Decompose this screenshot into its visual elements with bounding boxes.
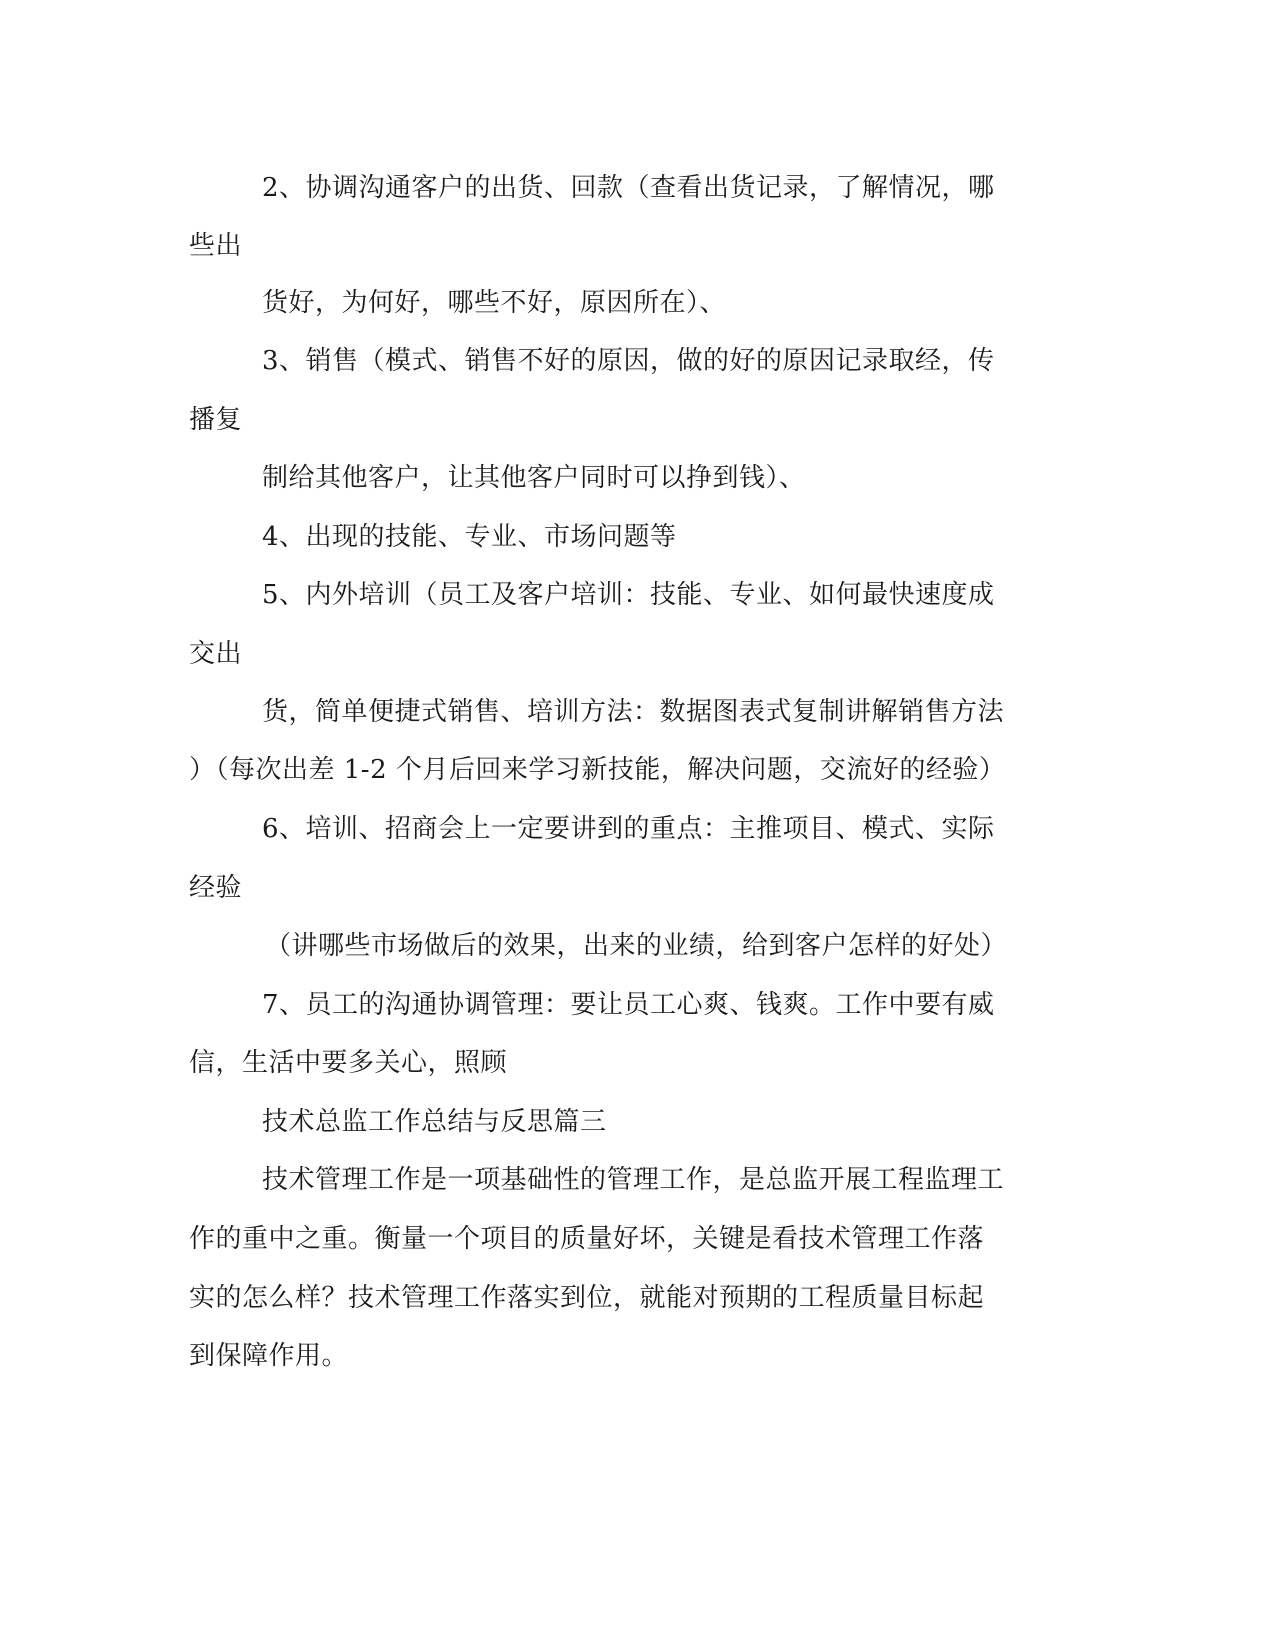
text-line-item-3-cont2: 制给其他客户，让其他客户同时可以挣到钱）、 xyxy=(262,463,806,493)
text-line-item-2: 2、协调沟通客户的出货、回款（查看出货记录，了解情况，哪 xyxy=(262,173,995,203)
text-line-item-5-cont: 交出 xyxy=(189,639,243,669)
text-line-item-2-cont: 些出 xyxy=(189,231,243,261)
text-line-item-2-cont2: 货好，为何好，哪些不好，原因所在）、 xyxy=(262,288,727,318)
text-line-item-5: 5、内外培训（员工及客户培训：技能、专业、如何最快速度成 xyxy=(262,580,995,610)
text-line-item-6-cont2: （讲哪些市场做后的效果，出来的业绩，给到客户怎样的好处） xyxy=(265,931,1008,961)
section-heading: 技术总监工作总结与反思篇三 xyxy=(262,1107,607,1137)
text-line-item-3: 3、销售（模式、销售不好的原因，做的好的原因记录取经，传 xyxy=(262,346,995,376)
text-line-item-6-cont: 经验 xyxy=(189,873,243,903)
paragraph-line-3: 实的怎么样？技术管理工作落实到位，就能对预期的工程质量目标起 xyxy=(189,1283,985,1313)
text-line-item-5-cont3: ）（每次出差 1-2 个月后回来学习新技能，解决问题，交流好的经验） xyxy=(189,755,1006,785)
paragraph-line-4: 到保障作用。 xyxy=(189,1341,349,1371)
text-line-item-4: 4、出现的技能、专业、市场问题等 xyxy=(262,522,677,552)
text-line-item-7: 7、员工的沟通协调管理：要让员工心爽、钱爽。工作中要有威 xyxy=(262,990,995,1020)
text-line-item-3-cont: 播复 xyxy=(189,405,243,435)
paragraph-line-2: 作的重中之重。衡量一个项目的质量好坏，关键是看技术管理工作落 xyxy=(189,1224,985,1254)
paragraph-line-1: 技术管理工作是一项基础性的管理工作，是总监开展工程监理工 xyxy=(262,1165,1005,1195)
text-line-item-7-cont: 信，生活中要多关心，照顾 xyxy=(189,1048,508,1078)
text-line-item-5-cont2: 货，简单便捷式销售、培训方法：数据图表式复制讲解销售方法 xyxy=(262,697,1005,727)
text-line-item-6: 6、培训、招商会上一定要讲到的重点：主推项目、模式、实际 xyxy=(262,814,995,844)
